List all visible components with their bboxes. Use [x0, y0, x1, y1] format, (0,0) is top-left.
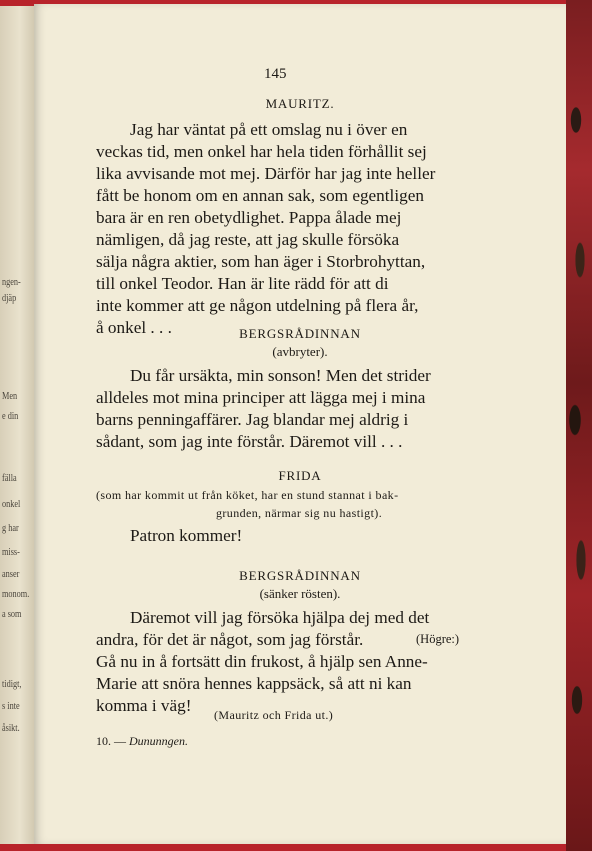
dialogue-line: Du får ursäkta, min sonson! Men det strider — [130, 366, 431, 385]
signature-mark: 10. — — [96, 734, 126, 748]
margin-fragment: djäp — [2, 292, 17, 304]
book-title: Dununngen. — [129, 734, 188, 748]
margin-fragment: a som — [2, 608, 22, 620]
dialogue-line: Däremot vill jag försöka hjälpa dej med det — [130, 608, 430, 627]
dialogue-line: å onkel . . . — [96, 318, 172, 337]
dialogue-line: Gå nu in å fortsätt din frukost, å hjälp sen Anne- — [96, 652, 428, 671]
stage-direction: (sänker rösten). — [259, 586, 341, 601]
margin-fragment: onkel — [2, 498, 21, 510]
inline-stage-direction: (Högre:) — [416, 632, 460, 646]
margin-fragment: fälla — [2, 472, 17, 484]
dialogue-line: till onkel Teodor. Han är lite rädd för att di — [96, 274, 389, 293]
dialogue-line: Marie att snöra hennes kappsäck, så att ni kan — [96, 674, 412, 693]
speaker-name: MAURITZ. — [265, 96, 335, 111]
margin-fragment: åsikt. — [2, 722, 20, 734]
margin-fragment: g har — [2, 522, 19, 534]
speaker-name: BERGSRÅDINNAN — [239, 326, 361, 341]
facing-page — [0, 6, 37, 844]
dialogue-line: lika avvisande mot mej. Därför har jag inte heller — [96, 164, 436, 183]
dialogue-line: sådant, som jag inte förstår. Däremot vill . . . — [96, 432, 403, 451]
margin-fragment: miss- — [2, 546, 20, 558]
dialogue-line: nämligen, då jag reste, att jag skulle försöka — [96, 230, 400, 249]
dialogue-line: fått be honom om en annan sak, som egentligen — [96, 186, 424, 205]
margin-fragment: tidigt, — [2, 678, 22, 690]
speaker-name: BERGSRÅDINNAN — [239, 568, 361, 583]
dialogue-line: andra, för det är något, som jag förstår. — [96, 630, 364, 649]
margin-fragment: e din — [2, 410, 19, 422]
margin-fragment: ngen- — [2, 276, 21, 288]
dialogue-line: barns penningaffärer. Jag blandar mej aldrig i — [96, 410, 409, 429]
stage-direction: (som har kommit ut från köket, har en stund stannat i bak- — [96, 488, 399, 502]
dialogue-line: alldeles mot mina principer att lägga mej i mina — [96, 388, 426, 407]
margin-fragment: Men — [2, 390, 18, 402]
margin-fragment: anser — [2, 568, 20, 580]
margin-fragment: s inte — [2, 700, 20, 712]
dialogue-line: inte kommer att ge någon utdelning på flera år, — [96, 296, 419, 315]
dialogue-line: veckas tid, men onkel har hela tiden förhållit sej — [96, 142, 427, 161]
stage-direction: (avbryter). — [272, 344, 328, 359]
dialogue-line: sälja några aktier, som han äger i Storbrohyttan, — [96, 252, 426, 271]
dialogue-line: bara är en ren obetydlighet. Pappa ålade mej — [96, 208, 402, 227]
dialogue-line: Jag har väntat på ett omslag nu i över en — [130, 120, 408, 139]
speaker-name: FRIDA — [278, 468, 322, 483]
dialogue-line: komma i väg! — [96, 696, 192, 715]
stage-direction: grunden, närmar sig nu hastigt). — [216, 506, 383, 520]
page-footer — [96, 734, 188, 749]
stage-direction: (Mauritz och Frida ut.) — [214, 708, 334, 722]
margin-fragment: monom. — [2, 588, 30, 600]
marbled-cover — [566, 0, 592, 851]
page-number: 145 — [264, 66, 287, 82]
dialogue-line: Patron kommer! — [130, 526, 243, 545]
